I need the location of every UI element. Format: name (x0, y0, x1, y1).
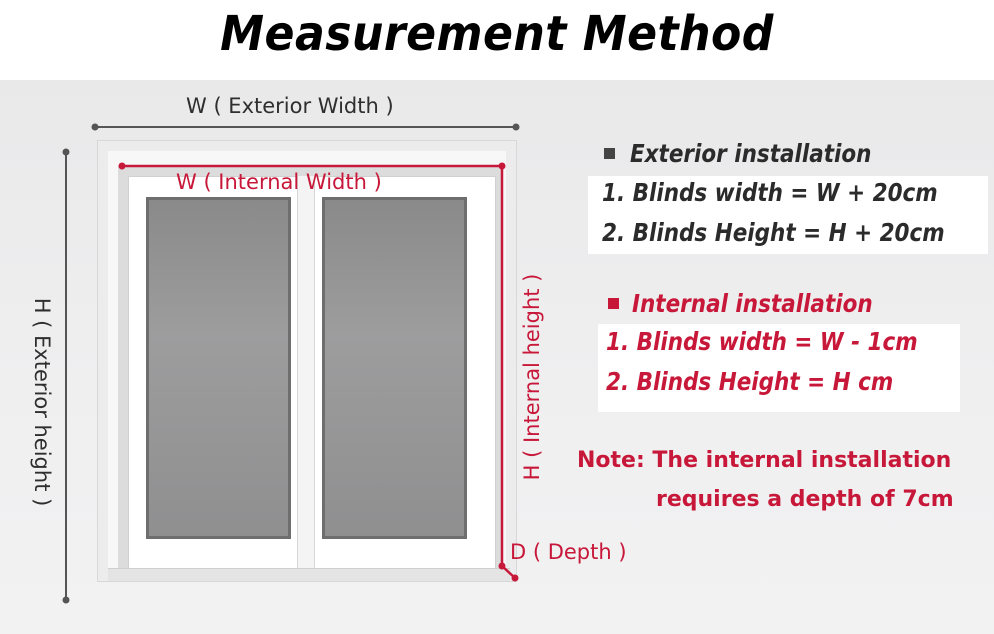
exterior-width-end-left (92, 124, 99, 131)
exterior-line-1: 1. Blinds width = W + 20cm (602, 178, 938, 207)
exterior-bullet-icon (604, 148, 615, 159)
depth-label: D ( Depth ) (510, 540, 627, 564)
internal-line-1: 1. Blinds width = W - 1cm (606, 327, 918, 356)
exterior-height-end-top (63, 149, 70, 156)
exterior-heading: Exterior installation (630, 139, 872, 168)
depth-end (512, 575, 519, 582)
internal-width-end-left (119, 163, 126, 170)
exterior-width-end-right (513, 124, 520, 131)
exterior-line-2: 2. Blinds Height = H + 20cm (602, 218, 945, 247)
exterior-height-end-bottom (63, 597, 70, 604)
internal-bullet-icon (608, 298, 619, 309)
page-title: Measurement Method (220, 6, 774, 62)
internal-heading: Internal installation (632, 289, 873, 318)
exterior-width-label: W ( Exterior Width ) (186, 94, 394, 118)
exterior-height-label: H ( Exterior height ) (30, 297, 54, 507)
internal-height-label: H ( Internal height ) (520, 273, 544, 481)
note-line-2: requires a depth of 7cm (656, 487, 954, 512)
note-line-1: Note: The internal installation (577, 448, 952, 473)
internal-width-label: W ( Internal Width ) (176, 170, 382, 194)
internal-line-2: 2. Blinds Height = H cm (606, 367, 894, 396)
